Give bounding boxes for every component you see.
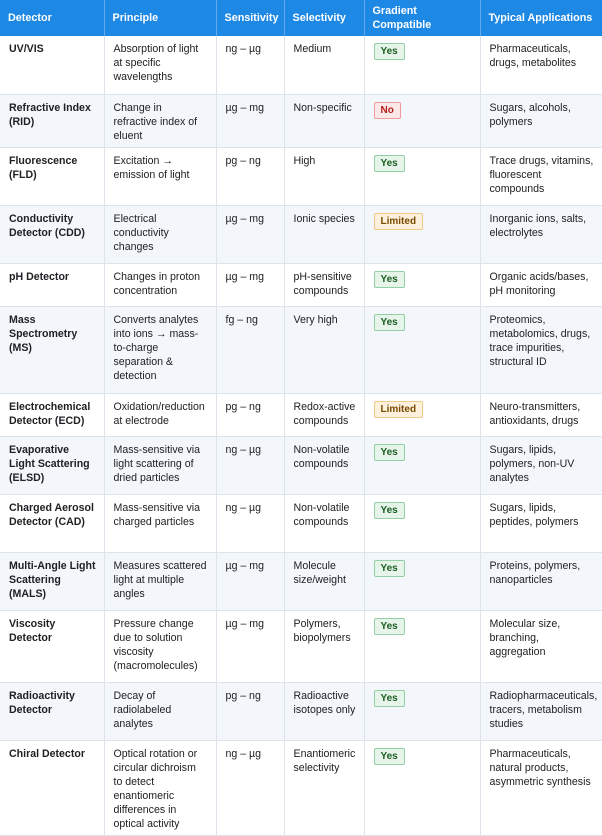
header-row xyxy=(0,0,602,36)
applications-cell: Pharmaceuticals, natural products, asymmetric synthesis xyxy=(480,740,602,835)
header-selectivity: Selectivity xyxy=(284,0,364,36)
detector-cell: Charged Aerosol Detector (CAD) xyxy=(0,494,104,552)
table-row xyxy=(0,306,602,393)
selectivity-cell: Medium xyxy=(284,36,364,94)
gradient-badge: Yes xyxy=(374,502,405,519)
principle-cell: Optical rotation or circular dichroism to detect enantiomeric differences in optical activity xyxy=(104,740,216,835)
principle-cell: Oxidation/reduction at electrode xyxy=(104,393,216,436)
selectivity-cell: Non-volatile compounds xyxy=(284,494,364,552)
gradient-cell xyxy=(364,682,480,740)
applications-cell: Radiopharmaceuticals, tracers, metabolism studies xyxy=(480,682,602,740)
sensitivity-cell: µg – mg xyxy=(216,205,284,263)
gradient-cell xyxy=(364,205,480,263)
sensitivity-cell: ng – µg xyxy=(216,740,284,835)
gradient-badge: Yes xyxy=(374,748,405,765)
table-row xyxy=(0,610,602,682)
applications-cell: Sugars, lipids, polymers, non-UV analytes xyxy=(480,436,602,494)
detector-cell: UV/VIS xyxy=(0,36,104,94)
selectivity-cell: Molecule size/weight xyxy=(284,552,364,610)
selectivity-cell: Polymers, biopolymers xyxy=(284,610,364,682)
detector-cell: Evaporative Light Scattering (ELSD) xyxy=(0,436,104,494)
sensitivity-cell: pg – ng xyxy=(216,393,284,436)
principle-cell: Pressure change due to solution viscosity (macromolecules) xyxy=(104,610,216,682)
sensitivity-cell: µg – mg xyxy=(216,94,284,147)
applications-cell: Molecular size, branching, aggregation xyxy=(480,610,602,682)
detector-cell: Multi-Angle Light Scattering (MALS) xyxy=(0,552,104,610)
sensitivity-cell: fg – ng xyxy=(216,306,284,393)
table-row xyxy=(0,682,602,740)
principle-cell: Electrical conductivity changes xyxy=(104,205,216,263)
detector-cell: Radioactivity Detector xyxy=(0,682,104,740)
detector-cell: Chiral Detector xyxy=(0,740,104,835)
table-row xyxy=(0,393,602,436)
detector-cell: pH Detector xyxy=(0,263,104,306)
gradient-badge: Yes xyxy=(374,690,405,707)
table-header xyxy=(0,0,602,36)
sensitivity-cell: ng – µg xyxy=(216,36,284,94)
table-row xyxy=(0,436,602,494)
principle-cell: Absorption of light at specific wavelengths xyxy=(104,36,216,94)
gradient-badge: Yes xyxy=(374,618,405,635)
gradient-badge: Yes xyxy=(374,43,405,60)
applications-cell: Trace drugs, vitamins, fluorescent compounds xyxy=(480,147,602,205)
applications-cell: Proteins, polymers, nanoparticles xyxy=(480,552,602,610)
detector-cell: Viscosity Detector xyxy=(0,610,104,682)
gradient-cell xyxy=(364,393,480,436)
applications-cell: Sugars, alcohols, polymers xyxy=(480,94,602,147)
gradient-cell xyxy=(364,740,480,835)
sensitivity-cell: µg – mg xyxy=(216,263,284,306)
gradient-cell xyxy=(364,494,480,552)
selectivity-cell: Very high xyxy=(284,306,364,393)
sensitivity-cell: ng – µg xyxy=(216,494,284,552)
selectivity-cell: Non-specific xyxy=(284,94,364,147)
principle-cell: Excitation → emission of light xyxy=(104,147,216,205)
table-row xyxy=(0,740,602,835)
gradient-cell xyxy=(364,36,480,94)
principle-cell: Decay of radiolabeled analytes xyxy=(104,682,216,740)
selectivity-cell: Radioactive isotopes only xyxy=(284,682,364,740)
applications-cell: Pharmaceuticals, drugs, metabolites xyxy=(480,36,602,94)
table-row xyxy=(0,494,602,552)
gradient-badge: Yes xyxy=(374,314,405,331)
gradient-badge: Yes xyxy=(374,271,405,288)
header-gradient-compatible: Gradient Compatible xyxy=(364,0,480,36)
header-principle: Principle xyxy=(104,0,216,36)
header-typical-applications: Typical Applications xyxy=(480,0,602,36)
detector-cell: Mass Spectrometry (MS) xyxy=(0,306,104,393)
sensitivity-cell: µg – mg xyxy=(216,610,284,682)
principle-cell: Measures scattered light at multiple angles xyxy=(104,552,216,610)
applications-cell: Organic acids/bases, pH monitoring xyxy=(480,263,602,306)
gradient-badge: Yes xyxy=(374,560,405,577)
sensitivity-cell: ng – µg xyxy=(216,436,284,494)
gradient-cell xyxy=(364,436,480,494)
gradient-badge: No xyxy=(374,102,401,119)
header-detector: Detector xyxy=(0,0,104,36)
table-body xyxy=(0,36,602,835)
gradient-badge: Yes xyxy=(374,155,405,172)
selectivity-cell: pH-sensitive compounds xyxy=(284,263,364,306)
table-row xyxy=(0,205,602,263)
principle-cell: Converts analytes into ions → mass-to-charge separation & detection xyxy=(104,306,216,393)
sensitivity-cell: pg – ng xyxy=(216,682,284,740)
principle-cell: Changes in proton concentration xyxy=(104,263,216,306)
header-sensitivity: Sensitivity xyxy=(216,0,284,36)
detector-cell: Fluorescence (FLD) xyxy=(0,147,104,205)
detector-cell: Refractive Index (RID) xyxy=(0,94,104,147)
gradient-cell xyxy=(364,552,480,610)
table-row xyxy=(0,552,602,610)
gradient-cell xyxy=(364,94,480,147)
applications-cell: Proteomics, metabolomics, drugs, trace impurities, structural ID xyxy=(480,306,602,393)
detector-cell: Conductivity Detector (CDD) xyxy=(0,205,104,263)
table-row xyxy=(0,94,602,147)
selectivity-cell: Non-volatile compounds xyxy=(284,436,364,494)
principle-cell: Mass-sensitive via light scattering of dried particles xyxy=(104,436,216,494)
table-row xyxy=(0,36,602,94)
applications-cell: Sugars, lipids, peptides, polymers xyxy=(480,494,602,552)
selectivity-cell: High xyxy=(284,147,364,205)
applications-cell: Neuro-transmitters, antioxidants, drugs xyxy=(480,393,602,436)
selectivity-cell: Ionic species xyxy=(284,205,364,263)
sensitivity-cell: µg – mg xyxy=(216,552,284,610)
principle-cell: Mass-sensitive via charged particles xyxy=(104,494,216,552)
selectivity-cell: Enantiomeric selectivity xyxy=(284,740,364,835)
gradient-cell xyxy=(364,263,480,306)
gradient-badge: Yes xyxy=(374,444,405,461)
applications-cell: Inorganic ions, salts, electrolytes xyxy=(480,205,602,263)
gradient-badge: Limited xyxy=(374,401,424,418)
gradient-cell xyxy=(364,147,480,205)
detector-cell: Electrochemical Detector (ECD) xyxy=(0,393,104,436)
principle-cell: Change in refractive index of eluent xyxy=(104,94,216,147)
table-row xyxy=(0,263,602,306)
gradient-cell xyxy=(364,306,480,393)
gradient-cell xyxy=(364,610,480,682)
sensitivity-cell: pg – ng xyxy=(216,147,284,205)
selectivity-cell: Redox-active compounds xyxy=(284,393,364,436)
table-row xyxy=(0,147,602,205)
gradient-badge: Limited xyxy=(374,213,424,230)
